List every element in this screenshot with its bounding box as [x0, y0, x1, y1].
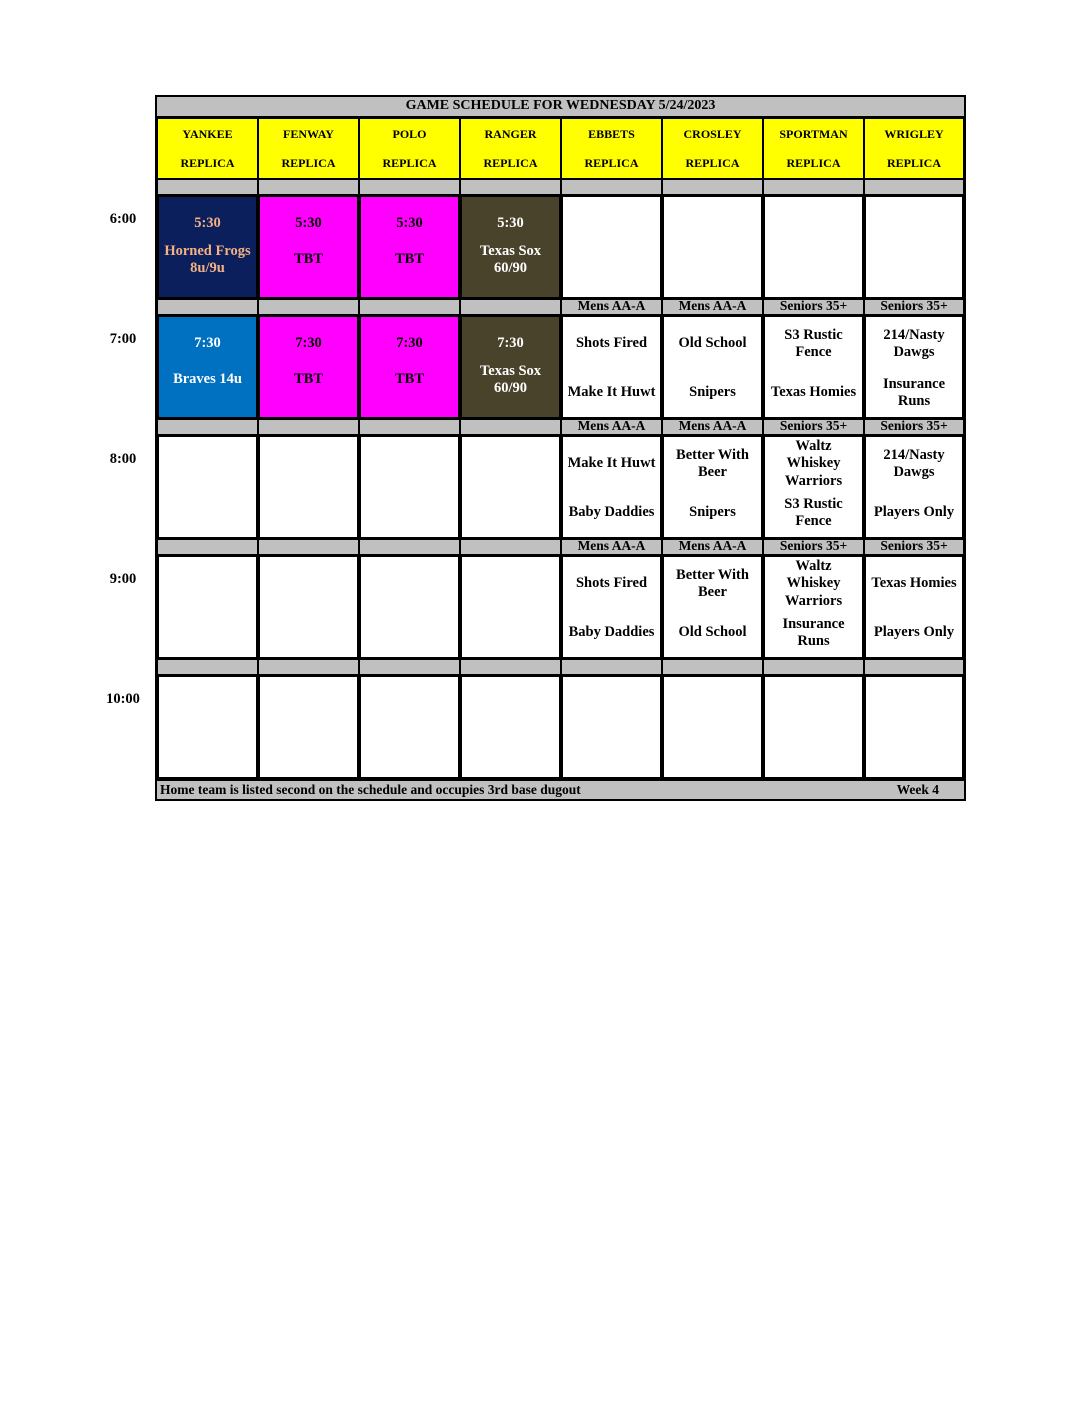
visiting-team: [610, 677, 614, 731]
game-slot: [864, 555, 964, 659]
field-header-yankee: [157, 118, 258, 179]
time-label-10: 10:00: [106, 691, 140, 707]
game-slot: [763, 435, 864, 539]
game-time: 7:30: [497, 335, 524, 351]
field-sub: REPLICA: [180, 156, 235, 171]
game-slot: [561, 195, 662, 299]
division-label: [359, 659, 460, 675]
division-label: [157, 419, 258, 435]
division-label: Seniors 35+: [763, 539, 864, 555]
home-team: Players Only: [873, 504, 955, 521]
home-team: [812, 731, 816, 775]
visiting-team: Better With Beer: [676, 446, 749, 480]
game-slot: [157, 315, 258, 419]
game-slot: [662, 555, 763, 659]
game-slot: [460, 555, 561, 659]
division-label: [460, 659, 561, 675]
division-label: [460, 419, 561, 435]
home-team: [307, 491, 311, 535]
division-label: [258, 419, 359, 435]
field-header-ranger: [460, 118, 561, 179]
field-sub: REPLICA: [685, 156, 740, 171]
game-slot: [460, 315, 561, 419]
home-team-note: Home team is listed second on the schedule and occupies 3rd base dugout: [160, 781, 581, 797]
home-team: Insurance Runs: [882, 375, 946, 409]
visiting-team: [509, 557, 513, 611]
division-label: [864, 659, 964, 675]
team-name: TBT: [394, 371, 424, 387]
field-header-ebbets: [561, 118, 662, 179]
division-label: [359, 299, 460, 315]
division-label: Mens AA-A: [662, 419, 763, 435]
home-team: Baby Daddies: [568, 504, 655, 521]
game-slot: [460, 435, 561, 539]
visiting-team: [509, 437, 513, 491]
home-team: [812, 251, 816, 295]
division-label: [258, 659, 359, 675]
division-label: Mens AA-A: [662, 539, 763, 555]
time-label-9: 9:00: [109, 571, 137, 587]
team-name: Texas Sox 60/90: [479, 243, 542, 277]
home-team: Old School: [678, 624, 747, 641]
field-sub: REPLICA: [281, 156, 336, 171]
game-time: 5:30: [497, 215, 524, 231]
visiting-team: [610, 197, 614, 251]
home-team: Players Only: [873, 624, 955, 641]
division-label: [662, 659, 763, 675]
team-name: TBT: [293, 251, 323, 267]
visiting-team: [408, 437, 412, 491]
visiting-team: [307, 557, 311, 611]
visiting-team: 214/Nasty Dawgs: [883, 446, 945, 480]
visiting-team: [912, 677, 916, 731]
visiting-team: [812, 197, 816, 251]
home-team: Snipers: [689, 504, 736, 521]
field-name: FENWAY: [283, 126, 334, 141]
game-time: 7:30: [396, 335, 423, 351]
game-slot: [763, 675, 864, 779]
visiting-team: Waltz Whiskey Warriors: [784, 557, 843, 609]
division-label: Seniors 35+: [864, 299, 964, 315]
visiting-team: [509, 677, 513, 731]
team-name: TBT: [394, 251, 424, 267]
game-slot: [258, 555, 359, 659]
game-slot: [763, 315, 864, 419]
division-label: [460, 539, 561, 555]
game-slot: [763, 195, 864, 299]
visiting-team: [711, 197, 715, 251]
visiting-team: Waltz Whiskey Warriors: [784, 437, 843, 489]
time-label-7: 7:00: [109, 331, 137, 347]
visiting-team: [812, 677, 816, 731]
home-team: [711, 251, 715, 295]
field-sub: REPLICA: [886, 156, 941, 171]
visiting-team: 214/Nasty Dawgs: [883, 326, 945, 360]
game-slot: [763, 555, 864, 659]
visiting-team: [408, 677, 412, 731]
visiting-team: Make It Huwt: [567, 455, 656, 472]
home-team: [408, 611, 412, 655]
home-team: [307, 731, 311, 775]
game-slot: [864, 435, 964, 539]
division-label: [359, 539, 460, 555]
game-time: 5:30: [194, 215, 221, 231]
schedule-table: [155, 95, 966, 801]
game-time: 7:30: [295, 335, 322, 351]
game-slot: [561, 315, 662, 419]
field-name: POLO: [392, 126, 427, 141]
division-label: [561, 179, 662, 195]
home-team: Baby Daddies: [568, 624, 655, 641]
visiting-team: Shots Fired: [575, 335, 648, 352]
home-team: [711, 731, 715, 775]
time-label-6: 6:00: [109, 211, 137, 227]
team-name: Texas Sox 60/90: [479, 363, 542, 397]
game-slot: [864, 675, 964, 779]
field-header-crosley: [662, 118, 763, 179]
visiting-team: [408, 557, 412, 611]
division-label: Mens AA-A: [662, 299, 763, 315]
game-slot: [460, 675, 561, 779]
division-label: [157, 299, 258, 315]
game-slot: [258, 195, 359, 299]
division-label: Mens AA-A: [561, 419, 662, 435]
game-slot: [359, 315, 460, 419]
home-team: [408, 491, 412, 535]
team-name: Horned Frogs 8u/9u: [164, 243, 251, 277]
home-team: Insurance Runs: [782, 615, 845, 649]
game-slot: [258, 675, 359, 779]
division-label: Seniors 35+: [763, 419, 864, 435]
division-label: Mens AA-A: [561, 539, 662, 555]
game-slot: [662, 675, 763, 779]
visiting-team: Shots Fired: [575, 575, 648, 592]
division-label: Seniors 35+: [864, 419, 964, 435]
visiting-team: [307, 677, 311, 731]
visiting-team: S3 Rustic Fence: [784, 326, 843, 360]
field-sub: REPLICA: [382, 156, 437, 171]
game-time: 7:30: [194, 335, 221, 351]
field-header-fenway: [258, 118, 359, 179]
game-slot: [864, 195, 964, 299]
game-slot: [157, 435, 258, 539]
schedule-title: GAME SCHEDULE FOR WEDNESDAY 5/24/2023: [157, 97, 964, 118]
field-name: RANGER: [484, 126, 537, 141]
division-label: [763, 659, 864, 675]
game-time: 5:30: [396, 215, 423, 231]
home-team: [206, 731, 210, 775]
division-label: [157, 539, 258, 555]
field-sub: REPLICA: [483, 156, 538, 171]
home-team: [206, 611, 210, 655]
field-name: YANKEE: [182, 126, 233, 141]
home-team: [206, 491, 210, 535]
division-label: [460, 179, 561, 195]
team-name: Braves 14u: [173, 371, 242, 387]
home-team: [912, 731, 916, 775]
game-slot: [359, 555, 460, 659]
field-sub: REPLICA: [786, 156, 841, 171]
visiting-team: [206, 437, 210, 491]
division-label: Seniors 35+: [864, 539, 964, 555]
field-name: EBBETS: [588, 126, 635, 141]
division-label: [864, 179, 964, 195]
game-slot: [864, 315, 964, 419]
game-slot: [359, 195, 460, 299]
game-slot: [157, 195, 258, 299]
home-team: [509, 611, 513, 655]
division-label: [662, 179, 763, 195]
division-label: [359, 419, 460, 435]
team-name: TBT: [293, 371, 323, 387]
field-header-wrigley: [864, 118, 964, 179]
division-label: [258, 179, 359, 195]
division-label: [359, 179, 460, 195]
home-team: [509, 731, 513, 775]
game-slot: [460, 195, 561, 299]
game-slot: [359, 435, 460, 539]
home-team: [307, 611, 311, 655]
field-name: WRIGLEY: [884, 126, 944, 141]
game-slot: [662, 195, 763, 299]
division-label: [258, 539, 359, 555]
visiting-team: [206, 677, 210, 731]
visiting-team: [206, 557, 210, 611]
home-team: [610, 251, 614, 295]
home-team: [610, 731, 614, 775]
visiting-team: Texas Homies: [871, 575, 957, 592]
field-name: SPORTMAN: [779, 126, 848, 141]
game-slot: [359, 675, 460, 779]
division-label: [157, 179, 258, 195]
division-label: [258, 299, 359, 315]
home-team: [912, 251, 916, 295]
visiting-team: Better With Beer: [676, 566, 749, 600]
game-slot: [258, 315, 359, 419]
time-label-8: 8:00: [109, 451, 137, 467]
division-label: [460, 299, 561, 315]
field-name: CROSLEY: [683, 126, 742, 141]
division-label: Seniors 35+: [763, 299, 864, 315]
field-header-sportman: [763, 118, 864, 179]
visiting-team: [912, 197, 916, 251]
game-slot: [157, 675, 258, 779]
field-sub: REPLICA: [584, 156, 639, 171]
game-time: 5:30: [295, 215, 322, 231]
division-label: [561, 659, 662, 675]
home-team: Make It Huwt: [567, 384, 656, 401]
visiting-team: [711, 677, 715, 731]
home-team: S3 Rustic Fence: [784, 495, 843, 529]
week-label: Week 4: [896, 781, 939, 797]
division-label: Mens AA-A: [561, 299, 662, 315]
schedule-footer: [157, 779, 964, 799]
home-team: Texas Homies: [770, 384, 857, 401]
game-slot: [561, 555, 662, 659]
field-header-polo: [359, 118, 460, 179]
game-slot: [561, 675, 662, 779]
visiting-team: [307, 437, 311, 491]
game-slot: [157, 555, 258, 659]
division-label: [157, 659, 258, 675]
division-label: [763, 179, 864, 195]
game-slot: [258, 435, 359, 539]
game-slot: [662, 435, 763, 539]
visiting-team: Old School: [678, 335, 747, 352]
home-team: Snipers: [689, 384, 736, 401]
game-slot: [561, 435, 662, 539]
game-slot: [662, 315, 763, 419]
home-team: [408, 731, 412, 775]
home-team: [509, 491, 513, 535]
